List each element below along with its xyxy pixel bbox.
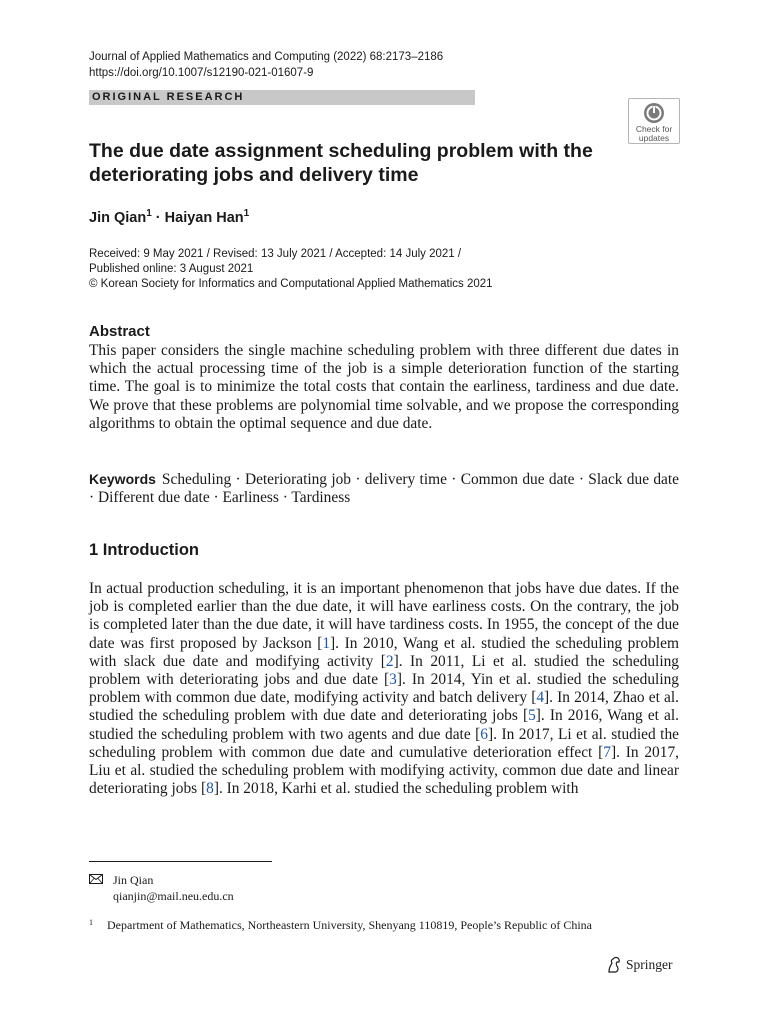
history-dates: Received: 9 May 2021 / Revised: 13 July 2021 / Accepted: 14 July 2021 / — [89, 248, 462, 260]
paragraph-text: In actual production scheduling, it is an important phenomenon that jobs have due dates. If the job is completed earlier than the due date, it will have earliness costs. On the contrary, the job is completed later than the due date, it will have tardiness costs. In 1955, the concept of the due date was first proposed by Jackson [ — [89, 580, 679, 652]
envelope-icon — [89, 874, 103, 884]
paragraph-text: ]. In 2018, Karhi et al. studied the scheduling problem with — [213, 780, 579, 798]
check-for-updates-badge[interactable] — [628, 98, 680, 144]
keywords-label: Keywords — [89, 471, 156, 487]
introduction-paragraph — [89, 580, 679, 798]
paragraph-text: ]. In 2014, Yin et al. studied the scheduling problem with common due date, modifying activity and batch delivery [ — [89, 671, 679, 707]
doi-link[interactable]: https://doi.org/10.1007/s12190-021-01607-9 — [89, 67, 314, 79]
paper-title-line2: deteriorating jobs and delivery time — [89, 164, 419, 186]
check-updates-line2: updates — [638, 133, 670, 143]
citation-link[interactable]: 7 — [603, 743, 611, 761]
author-separator: · — [151, 209, 165, 226]
citation-link[interactable]: 1 — [322, 634, 331, 652]
paragraph-text: ]. In 2014, Zhao et al. studied the scheduling problem with due date and deteriorating jobs [ — [89, 689, 679, 725]
contact-name: Jin Qian — [113, 873, 154, 887]
paragraph-text: ]. In 2017, Li et al. studied the scheduling problem with common due date and cumulative deterioration effect [ — [89, 725, 679, 761]
publisher-name: Springer — [626, 957, 673, 972]
paragraph-text: ]. In 2016, Wang et al. studied the scheduling problem with two agents and due date [ — [89, 707, 679, 743]
abstract-text: This paper considers the single machine scheduling problem with three different due dates in which the actual processing time of the job is a simple deterioration function of the starting time. The goal is to minimize the total costs that contain the earliness, tardiness and due date. We prove that these problems are polynomial time solvable, and we propose the corresponding algorithms to obtain the optimal sequence and due date. — [89, 342, 679, 432]
author-name[interactable]: Jin Qian — [89, 209, 147, 226]
check-updates-line1: Check for — [635, 124, 673, 134]
paragraph-text: ]. In 2011, Li et al. studied the scheduling problem with deteriorating jobs and due date [ — [89, 652, 679, 689]
keywords-list: Scheduling · Deteriorating job · delivery time · Common due date · Slack due date · Different due date · Earliness · Tardiness — [89, 471, 679, 507]
affiliation-note — [89, 917, 592, 935]
section-label: ORIGINAL RESEARCH — [89, 90, 475, 105]
paragraph-text: ]. In 2017, Liu et al. studied the scheduling problem with modifying activity, common due date and linear deteriorating jobs [ — [89, 743, 679, 798]
journal-citation: Journal of Applied Mathematics and Computing (2022) 68:2173–2186 — [89, 51, 444, 63]
journal-header — [89, 49, 443, 81]
paragraph-text: ]. In 2010, Wang et al. studied the scheduling problem with slack due date and modifying activity [ — [89, 634, 679, 670]
section-heading-introduction: 1 Introduction — [89, 541, 199, 559]
publication-dates — [89, 247, 493, 292]
keywords-block — [89, 470, 679, 507]
author-list — [89, 208, 249, 226]
citation-link[interactable]: 3 — [389, 671, 397, 689]
springer-horse-icon — [606, 956, 622, 974]
footnote-divider — [89, 861, 272, 862]
paper-title — [89, 139, 609, 187]
affiliation-marker: 1 — [243, 208, 250, 219]
citation-link[interactable]: 5 — [528, 707, 536, 725]
contact-email[interactable]: qianjin@mail.neu.edu.cn — [113, 889, 234, 903]
check-updates-icon — [643, 102, 665, 124]
affiliation-marker: 1 — [146, 208, 152, 219]
paper-title-line1: The due date assignment scheduling problem with the — [89, 140, 593, 162]
citation-link[interactable]: 8 — [206, 780, 214, 798]
citation-link[interactable]: 2 — [385, 652, 394, 670]
author-name[interactable]: Haiyan Han — [164, 209, 244, 226]
citation-link[interactable]: 6 — [480, 725, 488, 743]
affiliation-text: Department of Mathematics, Northeastern University, Shenyang 110819, People’s Republic of China — [107, 918, 593, 932]
published-date: Published online: 3 August 2021 — [89, 263, 254, 275]
affiliation-number: 1 — [89, 918, 93, 927]
copyright-notice: © Korean Society for Informatics and Computational Applied Mathematics 2021 — [89, 278, 493, 290]
publisher-logo — [606, 956, 673, 974]
abstract-heading: Abstract — [89, 323, 150, 340]
citation-link[interactable]: 4 — [536, 689, 545, 707]
